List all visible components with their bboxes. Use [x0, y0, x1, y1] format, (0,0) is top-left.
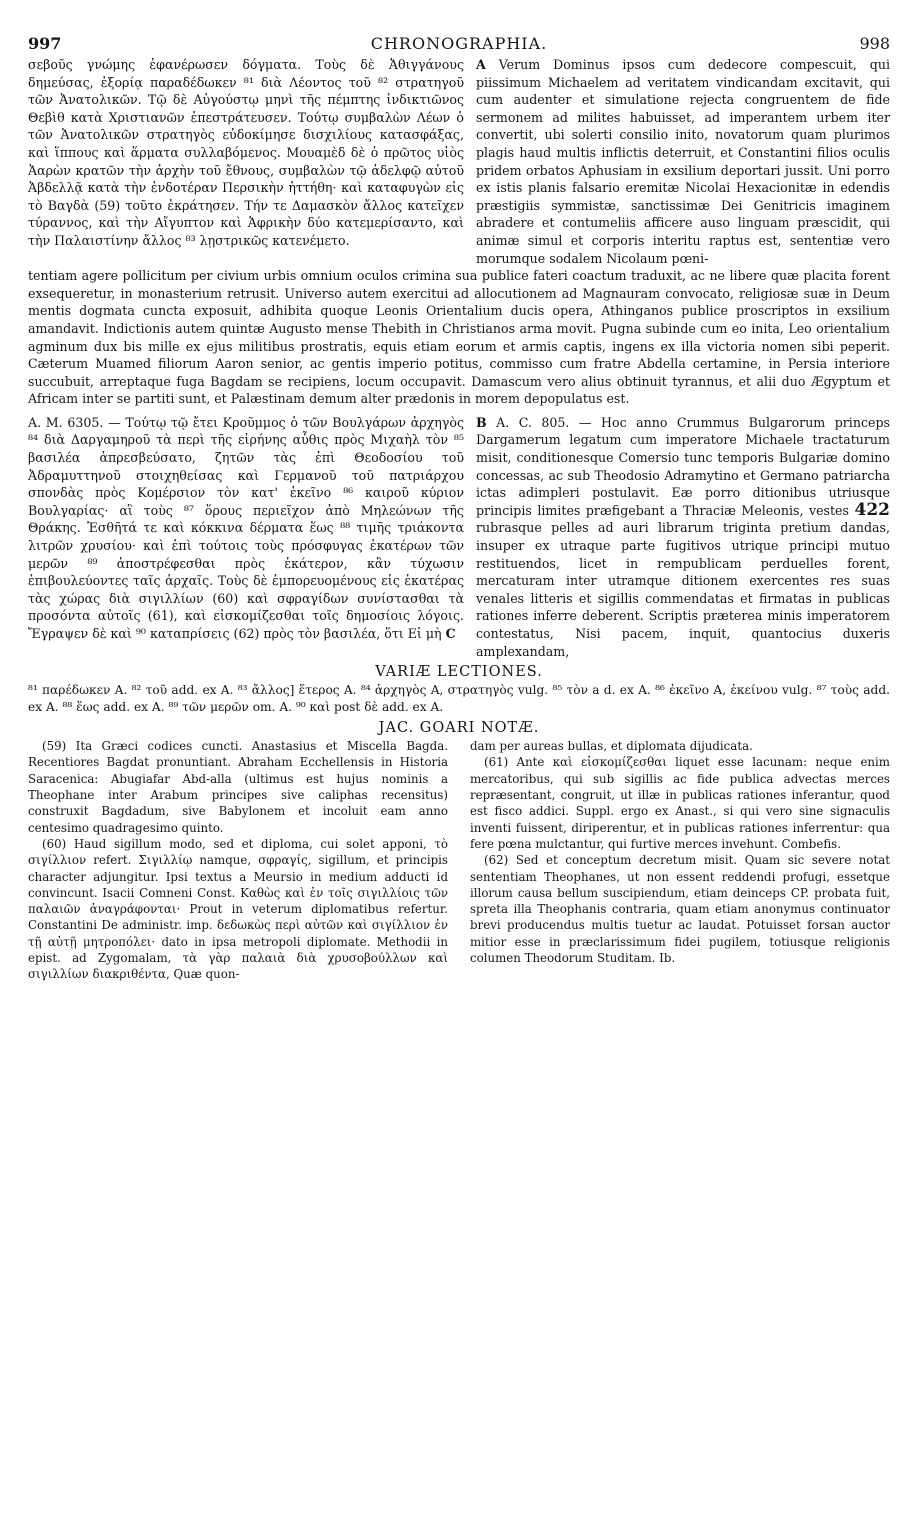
notes-columns	[28, 738, 890, 982]
note-60-continued: dam per aureas bullas, et diplomata dijudicata.	[470, 739, 753, 754]
variae-lectiones-text: ⁸¹ παρέδωκεν A. ⁸² τοῦ add. ex A. ⁸³ ἄλλος] ἕτερος A. ⁸⁴ ἀρχηγὸς A, στρατηγὸς vulg. ⁸⁵ τὸν a d. ex A. ⁸⁶ ἐκεῖνο A, ἐκείνου vulg. ⁸⁷ τοὺς add. ex A. ⁸⁸ ἕως add. ex A. ⁸⁹ τῶν μερῶν om. A. ⁹⁰ καὶ post δὲ add. ex A.	[28, 683, 890, 715]
middle-parallel-columns	[28, 414, 890, 660]
running-title: CHRONOGRAPHIA.	[370, 34, 548, 53]
running-header	[28, 30, 890, 56]
greek-column-mid	[28, 414, 464, 660]
greek-column-top	[28, 56, 464, 267]
margin-marker-c: C	[445, 626, 456, 641]
edition-page-mark: 422	[854, 499, 890, 520]
page-number-right: 998	[859, 34, 890, 53]
note-62: (62) Sed et conceptum decretum misit. Quam sic severe notat sententiam Theophanes, ut non essent reddendi profugi, essetque illorum causa bellum suscipiendum, etiam deinceps CP. probata fuit, spreta illa Theophanis contraria, quam etiam anonymus continuator brevi producendus multis tuetur ac laudat. Potuisset forsan auctor mitior esse in præclarissimum fidei pugilem, totiusque religionis columen Theodorum Studitam. Ib.	[470, 853, 890, 966]
notes-column-left	[28, 738, 448, 982]
top-parallel-columns	[28, 56, 890, 267]
note-60: (60) Haud sigillum modo, sed et diploma, cui solet apponi, τὸ σιγίλλιον refert. Σιγιλλίῳ namque, σφραγίς, sigillum, et principis character adjungitur. Ipsi textus a Meursio in medium adducti id convincunt. Isacii Comneni Const. Καθὼς καὶ ἐν τοῖς σιγιλλίοις τῶν παλαιῶν ἀναγράφονται· Prout in veterum diplomatibus refertur. Constantini De administr. imp. δεδωκὼς περὶ αὐτῶν καὶ σιγίλλιον ἐν τῇ αὐτῇ μητροπόλει· dato in ipsa metropoli diplomate. Methodii in epist. ad Zygomalam, τὰ γὰρ παλαιὰ διὰ χρυσοβούλλων καὶ σιγιλλίων διακριθέντα, Quæ quon-	[28, 836, 448, 982]
note-61: (61) Ante καὶ εἰσκομίζεσθαι liquet esse lacunam: neque enim mercatoribus, qui sub sigillis ac fide publica advectas merces repræsentant, congruit, ut illæ in publicas rationes inferantur, quod est fisco addici. Suppl. ergo ex Anast., si qui vero sine signaculis inventi fuissent, diriperentur, et in publicas rationes inferrentur: qua fere pœna mulctantur, qui furtive merces invehunt. Combefis.	[470, 755, 890, 851]
latin-text-top: Verum Dominus ipsos cum dedecore compescuit, qui piissimum Michaelem ad veritatem vindicandam excitavit, qui cum audenter et simulatione rejecta congruentem de fide sermonem ad milites habuisset, ad imperantem urbem iter convertit, ubi solerti consilio inito, novatorum quam plurimos plagis haud multis inflictis deterruit, et Constantini filios oculis pridem orbatos Aphusiam in exsilium deportari jussit. Uni porro ex istis planis falsario eremitæ Nicolai Hexacionitæ in edendis præstigiis symmistæ, sanctissimæ Dei Genitricis imaginem abradere et contumeliis afficere auso linguam præscidit, qui animæ simul et corporis interitu raptus est, sententiæ vero morumque sodalem Nicolaum pœni-	[476, 57, 890, 266]
latin-text-mid: A. C. 805. — Hoc anno Crummus Bulgarorum princeps Dargamerum legatum cum imperatore Michaele tractaturum misit, conditionesque Comersio tunc temporis Bulgariæ domino concessas, ac sub Theodosio Adramytino et Germano patriarcha ictas adimpleri postulavit. Eæ porro ditionibus utriusque principis limites præfigebant a Thraciæ Meleonis, vestes	[476, 414, 890, 518]
greek-text-mid: A. M. 6305. — Τούτῳ τῷ ἔτει Κροῦμμος ὁ τῶν Βουλγάρων ἀρχηγὸς ⁸⁴ διὰ Δαργαμηροῦ τὰ περὶ τῆς εἰρήνης αὖθις πρὸς Μιχαὴλ τὸν ⁸⁵ βασιλέα ἀπρεσβεύσατο, ζητῶν τὰς ἐπὶ Θεοδοσίου τοῦ Ἀδραμυττηνοῦ στοιχηθείσας καὶ Γερμανοῦ τοῦ πατριάρχου σπονδὰς πρὸς Κομέρσιον τὸν κατ' ἐκεῖνο ⁸⁶ καιροῦ κύριον Βουλγαρίας· αἳ τοὺς ⁸⁷ ὅρους περιεῖχον ἀπὸ Μηλεώνων τῆς Θράκης. Ἐσθῆτά τε καὶ κόκκινα δέρματα ἕως ⁸⁸ τιμῆς τριάκοντα λιτρῶν χρυσίου· καὶ ἐπὶ τούτοις τοὺς πρόσφυγας ἑκατέρων τῶν μερῶν ⁸⁹ ἀποστρέφεσθαι πρὸς ἑκάτερον, κἂν τύχωσιν ἐπιβουλεύοντες ταῖς ἀρχαῖς. Τοὺς δὲ ἐμπορευομένους εἰς ἑκατέρας τὰς χώρας διὰ σιγιλλίων (60) καὶ σφραγίδων συνίστασθαι τὰ προσόντα αὐτοῖς (61), καὶ εἰσκομίζεσθαι τοῖς δημοσίοις λόγοις. Ἔγραψεν δὲ καὶ ⁹⁰ καταπρίσεις (62) πρὸς τὸν βασιλέα, ὅτι Εἰ μὴ	[28, 414, 464, 641]
notes-heading: JAC. GOARI NOTÆ.	[378, 720, 540, 737]
notes-column-right	[470, 738, 890, 982]
book-page	[28, 30, 890, 983]
latin-column-mid	[476, 414, 890, 660]
latin-column-top	[476, 56, 890, 267]
latin-full-width-text: tentiam agere pollicitum per civium urbis omnium oculos crimina sua publice fateri coactum traduxit, ac ne libere quæ placita forent exsequeretur, in monasterium retrusit. Universo autem exercitui ad allocutionem ad Magnauram convocato, religiosæ suæ in Deum mentis dogmata cuncta exposuit, adhibita quoque Leonis Orientalium ducis opera, Athinganos publice proscriptos in exsilium amandavit. Indictionis autem quintæ Augusto mense Thebith in Christianos arma movit. Pugna subinde cum eo inita, Leo orientalium agminum dux bis mille ex ejus militibus prostratis, equis etiam eorum et armis captis, ingens ex illa victoria nomen sibi peperit. Cæterum Muamed filiorum Aaron senior, ac gentis imperio potitus, commisso cum fratre Abdella certamine, in Persia interiore succubuit, arreptaque fuga Bagdam se recipiens, locum occupavit. Damascum vero alius obtinuit tyrannus, et alii duo Ægyptum et Africam inter se partiti sunt, et Palæstinam demum alter prædonis in morem depopulatus est.	[28, 268, 890, 407]
latin-text-mid-rest: rubrasque pelles ad auri librarum triginta pretium dandas, insuper ex utraque parte fugitivos utrique principi mutuo restituendos, licet in rempublicam perduelles forent, mercaturam inter utramque ditionem exercentes res suas venales litteris et sigillis commendatas et firmatas in publicas rationes inferre deberent. Scriptis præterea minis imperatorem contestatus, Nisi pacem, inquit, quantocius duxeris amplexandam,	[476, 520, 890, 659]
variae-lectiones-heading: VARIÆ LECTIONES.	[375, 664, 543, 681]
page-number-left: 997	[28, 34, 62, 53]
margin-marker-a: A	[476, 57, 486, 72]
note-59: (59) Ita Græci codices cuncti. Anastasius et Miscella Bagda. Recentiores Bagdat pronuntiant. Abraham Ecchellensis in Historia Saracenica: Abugiafar Abd-alla (ultimus est hujus nominis a Theophane inter Arabum principes sive caliphas recensitus) construxit Bagdadum, sive Babylonem et incoluit eam anno centesimo quadragesimo quinto.	[28, 739, 448, 835]
margin-marker-b: B	[476, 414, 487, 430]
greek-text-top: σεβοῦς γνώμης ἐφανέρωσεν δόγματα. Τοὺς δὲ Ἀθιγγάνους δημεύσας, ἐξορίᾳ παραδέδωκεν ⁸¹ διὰ Λέοντος τοῦ ⁸² στρατηγοῦ τῶν Ἀνατολικῶν. Τῷ δὲ Αὐγούστῳ μηνὶ τῆς πέμπτης ἰνδικτιῶνος Θεβὶθ κατὰ Χριστιανῶν ἐπεστράτευσεν. Τούτῳ συμβαλὼν Λέων ὁ τῶν Ἀνατολικῶν στρατηγὸς εὐδοκίμησε δισχιλίους κατασφάξας, καὶ ἵππους καὶ ἅρματα συλλαβόμενος. Μουαμὲδ δὲ ὁ πρῶτος υἱὸς Ἀαρὼν κρατῶν τὴν ἀρχὴν τοῦ ἔθνους, συμβαλὼν τῷ ἀδελφῷ αὐτοῦ Ἀβδελλᾷ κατὰ τὴν ἐνδοτέραν Περσικὴν ἡττήθη· καὶ καταφυγὼν εἰς τὸ Βαγδὰ (59) τοῦτο ἐκράτησεν. Τήν τε Δαμασκὸν ἄλλος κατεῖχεν τύραννος, καὶ τὴν Αἴγυπτον καὶ Ἀφρικὴν δύο κατεμερίσαντο, καὶ τὴν Παλαιστίνην ἄλλος ⁸³ λῃστρικῶς κατενέμετο.	[28, 57, 464, 248]
